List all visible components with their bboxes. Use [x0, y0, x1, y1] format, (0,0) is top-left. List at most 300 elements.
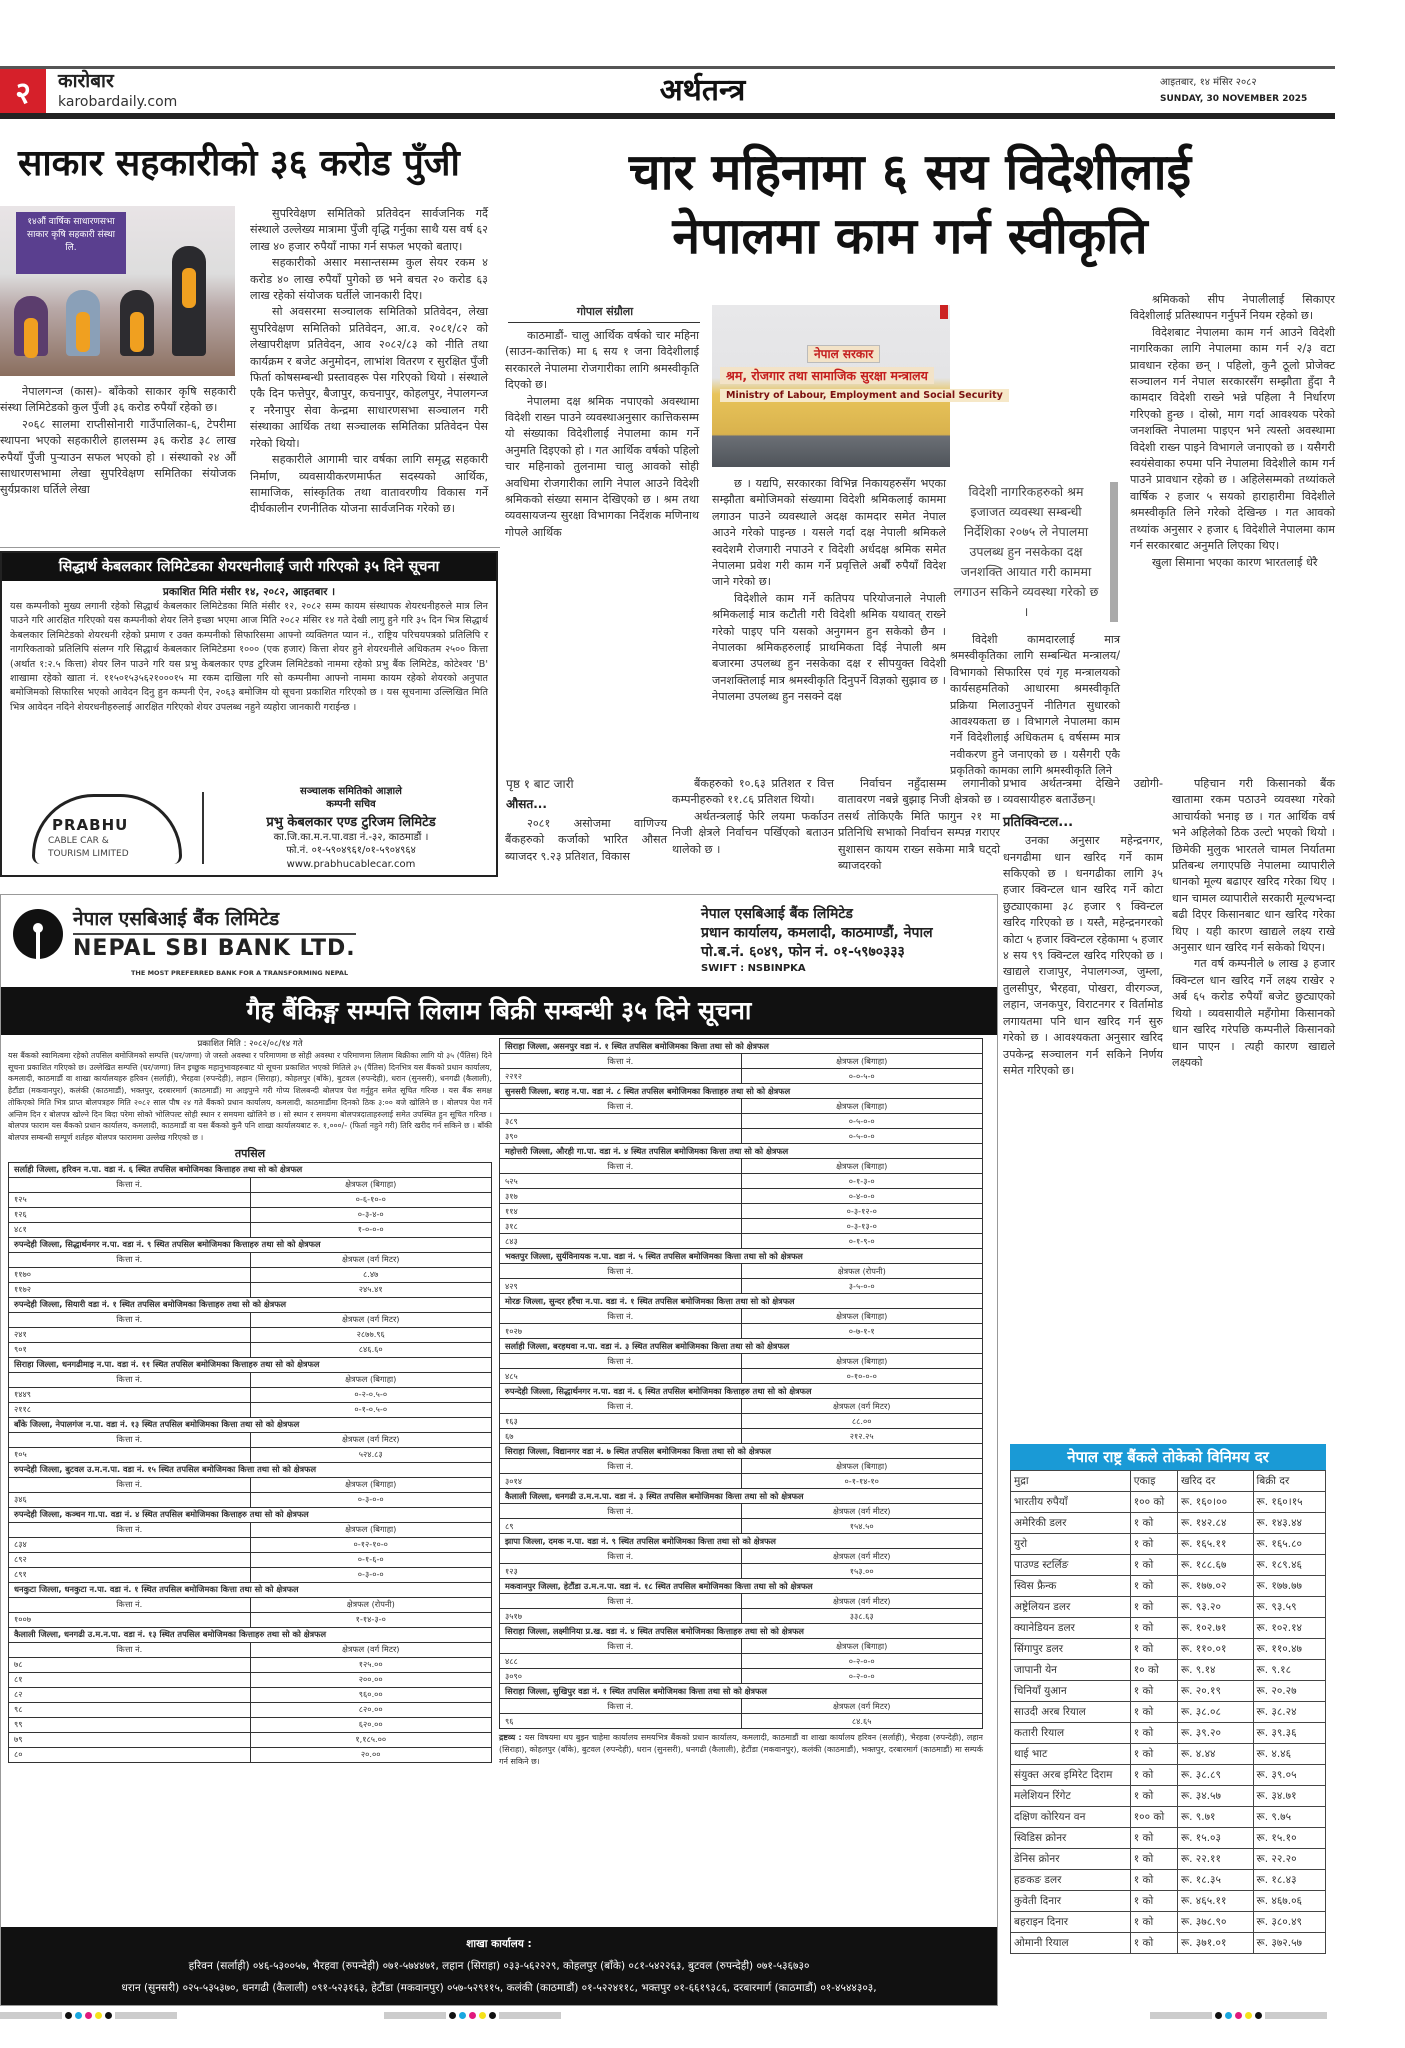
area-value: ८८.००: [741, 1414, 983, 1429]
section-title: रुपन्देही जिल्ला, कञ्चन गा.पा. वडा नं. ४ स्थित तपसिल बमोजिमका कित्ताहरु तथा सो को क्षेत्रफल: [9, 1507, 492, 1522]
table-row: [500, 1174, 983, 1189]
page-number: २: [0, 69, 46, 113]
paragraph: २०८१ असोजमा वाणिज्य बैंकहरुको कर्जाको भारित औसत ब्याजदर ९.२३ प्रतिशत, विकास: [505, 817, 667, 863]
area-header: क्षेत्रफल (वर्ग मिटर): [250, 1432, 492, 1447]
table-row: [500, 1204, 983, 1219]
area-header: क्षेत्रफल (बिगाहा): [741, 1309, 983, 1324]
buy-rate: रू. २२.११: [1177, 1849, 1253, 1870]
reg-bar: [1265, 2012, 1327, 2019]
buy-rate: रू. १६५.११: [1177, 1534, 1253, 1555]
person-figure: [172, 246, 206, 356]
area-value: २८७७.९६: [250, 1327, 492, 1342]
sell-rate: रू. ९.१८: [1253, 1660, 1325, 1681]
bank-address: [701, 905, 933, 976]
company-website[interactable]: www.prabhucablecar.com: [286, 858, 416, 870]
section-title: सिराहा जिल्ला, सुखिपुर वडा नं. १ स्थित तपसिल बमोजिमका कित्ता तथा सो को क्षेत्रफल: [500, 1684, 983, 1699]
paragraph: सहकारीको असार मसान्तसम्म कुल सेयर रकम ४ करोड ४० लाख रुपैयाँ पुगेको छ भने बचत २० करोड ६३ लाख रहेको संयोजक घर्तीले जानकारी दिए।: [250, 256, 488, 303]
kitta-number: ८९२: [9, 1552, 251, 1567]
table-header-row: [9, 1372, 492, 1387]
paragraph: सो अवसरमा सञ्चालक समितिको प्रतिवेदन, लेखा सुपरिवेक्षण समितिको प्रतिवेदन, आ.व. २०८१/८२ को लेखापरीक्षण प्रतिवेदन, आव २०८२/८३ को नीति तथा कार्यक्रम र बजेट अनुमोदन, लाभांश वितरण र सुरक्षित पुँजी फिर्ता कोषसम्बन्धी प्रस्तावहरू पेस गरिएको थियो । संस्थाले एकै दिन फत्तेपुर, बैजापुर, कचनापुर, कोहलपुर, नेपालगन्ज र नरैनापुर सेवा केन्द्रमा साधारणसभा सञ्चालन गरी संस्थाका आर्थिक तथा सञ्चालक समितिका प्रतिवेदन पेस गरेको थियो।: [250, 305, 488, 450]
kitta-number: ११४: [500, 1204, 742, 1219]
kitta-number: १२५: [9, 1192, 251, 1207]
section-title: सिराहा जिल्ला, असनपुर वडा नं. १ स्थित तपसिल बमोजिमका कित्ता तथा सो को क्षेत्रफल: [500, 1039, 983, 1054]
buy-rate: रू. १५.०३: [1177, 1828, 1253, 1849]
currency: अमेरिकी डलर: [1011, 1513, 1131, 1534]
column-header: खरिद दर: [1177, 1471, 1253, 1492]
kitta-number: ३०९०: [500, 1669, 742, 1684]
section-title-row: [500, 1489, 983, 1504]
section-title: धनकुटा जिल्ला, धनकुटा न.पा. वडा नं. १ स्थित तपसिल बमोजिमका कित्ता तथा सो को क्षेत्रफल: [9, 1582, 492, 1597]
table-row: [9, 1192, 492, 1207]
currency: हङकङ डलर: [1011, 1870, 1131, 1891]
ministry-photo: [712, 305, 1003, 467]
kitta-header: कित्ता नं.: [500, 1399, 742, 1414]
section-title: सर्लाही जिल्ला, बरहथवा न.पा. वडा नं. ३ स्थित तपसिल बमोजिमका कित्ता तथा सो को क्षेत्रफल: [500, 1339, 983, 1354]
area-value: २०.००: [250, 1747, 492, 1762]
sell-rate: रू. २०.२७: [1253, 1681, 1325, 1702]
area-value: ३-५-०-०: [741, 1279, 983, 1294]
date-nepali: आइतबार, १४ मंसिर २०८२: [1160, 77, 1257, 88]
footer-line: धरान (सुनसरी) ०२५-५३५३७०, धनगढी (कैलाली) ०९१-५२३१६३, हेटौंडा (मकवानपुर) ०५७-५२९११५, कलंकी (काठमाडौं) ०१-५२२४११८, भक्तपुर ०१-६६१९३८६, दरबारमार्ग (काठमाडौं) ०१-४५४४३०३,: [121, 1982, 877, 1994]
person-figure: [14, 296, 48, 356]
area-value: ०-१-९-०: [741, 1234, 983, 1249]
notice-date: प्रकाशित मिति : २०८२/०८/१४ गते: [197, 1039, 303, 1049]
buy-rate: रू. ३७१.०१: [1177, 1933, 1253, 1954]
kitta-number: ४८१: [9, 1222, 251, 1237]
section-title-row: [500, 1534, 983, 1549]
exchange-rate-box: [1010, 1444, 1326, 1954]
section-title-row: [500, 1624, 983, 1639]
sell-rate: रू. २२.२०: [1253, 1849, 1325, 1870]
section-title-row: [500, 1684, 983, 1699]
kitta-header: कित्ता नं.: [500, 1504, 742, 1519]
sbi-ad-header: [1, 895, 997, 1035]
buy-rate: रू. १७७.०२: [1177, 1576, 1253, 1597]
table-row: [1011, 1534, 1326, 1555]
column-intro: प्रभाव अर्थतन्त्रमा देखिने उद्योगी-व्यवसायीहरु बताउँछन्।: [1003, 777, 1163, 807]
currency: बहराइन दिनार: [1011, 1912, 1131, 1933]
column-body: [1003, 833, 1163, 1079]
site-url: karobardaily.com: [58, 94, 178, 110]
buy-rate: रू. ४६५.११: [1177, 1891, 1253, 1912]
kitta-number: १४४९: [9, 1387, 251, 1402]
kitta-header: कित्ता नं.: [500, 1699, 742, 1714]
table-row: [500, 1609, 983, 1624]
kitta-number: १२६: [9, 1207, 251, 1222]
area-header: क्षेत्रफल (बिगाहा): [741, 1639, 983, 1654]
sell-rate: रू. १४३.४४: [1253, 1513, 1325, 1534]
area-value: २४५.४१: [250, 1282, 492, 1297]
continued-column-4: [1003, 776, 1163, 1431]
kitta-number: ८३४: [9, 1537, 251, 1552]
reg-bar: [384, 2012, 446, 2019]
paragraph: २०६८ सालमा राप्तीसोनारी गाउँपालिका-६, टेपरीमा स्थापना भएको सहकारीले हालसम्म ३६ करोड ३८ लाख रुपैयाँ पुँजी पुऱ्याउन सफल भएको हो । संस्थाको २४ औं साधारणसभामा लेखा सुपरिवेक्षण समितिका संयोजक सुर्यप्रकाश घर्तिले लेखा: [0, 417, 236, 497]
nepal-sbi-bank-ad: [0, 894, 998, 2006]
table-row: [1011, 1681, 1326, 1702]
kitta-number: ११७२: [9, 1282, 251, 1297]
reg-dot-icon: [1245, 2012, 1252, 2019]
column-header: एकाइ: [1130, 1471, 1177, 1492]
area-value: ८४६.६०: [250, 1342, 492, 1357]
continued-title: औसत...: [506, 797, 547, 811]
kitta-number: ७९: [9, 1732, 251, 1747]
kitta-header: कित्ता नं.: [9, 1177, 251, 1192]
section-title-row: [500, 1444, 983, 1459]
table-header-row: [500, 1159, 983, 1174]
reg-dot-icon: [1235, 2012, 1242, 2019]
kitta-header: कित्ता नं.: [500, 1264, 742, 1279]
table-row: [9, 1732, 492, 1747]
sahakari-photo: [0, 206, 235, 376]
table-row: [9, 1702, 492, 1717]
footer-title: शाखा कार्यालय :: [466, 1938, 532, 1950]
section-title-row: [500, 1294, 983, 1309]
section-title: कैलाली जिल्ला, धनगढी उ.म.न.पा. वडा नं. ३ स्थित तपसिल बमोजिमका कित्ता तथा सो को क्षेत्रफल: [500, 1489, 983, 1504]
area-value: ०-१०-०-०: [741, 1369, 983, 1384]
pull-quote-row: [950, 482, 1120, 622]
unit: १०० को: [1130, 1492, 1177, 1513]
currency: भारतीय रुपैयाँ: [1011, 1492, 1131, 1513]
table-row: [1011, 1828, 1326, 1849]
table-row: [1011, 1744, 1326, 1765]
paragraph: खुला सिमाना भएका कारण भारतलाई धेरै: [1152, 555, 1318, 569]
unit: १ को: [1130, 1702, 1177, 1723]
land-table-right: [499, 1038, 983, 1729]
person-figure: [120, 290, 154, 356]
footer-line: हरिवन (सर्लाही) ०४६-५३००५७, भैरहवा (रुपन्देही) ०७१-५७४४७१, लहान (सिराहा) ०३३-५६२२२९, कोहलपुर (बाँके) ०८१-५४२२६३, बुटवल (रुपन्देही) ०७१-५३६७३०: [188, 1960, 810, 1972]
unit: १ को: [1130, 1849, 1177, 1870]
currency: अष्ट्रेलियन डलर: [1011, 1597, 1131, 1618]
table-header-row: [500, 1639, 983, 1654]
sbi-right-column: [499, 1038, 983, 1921]
continued-column-5: [1172, 776, 1335, 1431]
table-header-row: [9, 1597, 492, 1612]
section-title-row: [500, 1144, 983, 1159]
kitta-header: कित्ता नं.: [9, 1642, 251, 1657]
sell-rate: रू. ४६७.०६: [1253, 1891, 1325, 1912]
main-column-4: [1130, 292, 1335, 762]
signatory-line: सञ्चालक समितिको आज्ञाले: [300, 785, 402, 797]
paragraph: विदेशी कामदारलाई मात्र श्रमस्वीकृतिका लागि सम्बन्धित मन्त्रालय/विभागको सिफारिस एवं गृह मन्त्रालयको कार्यसहमतिको आधारमा श्रमस्वीकृति प्रक्रिया मिलाउनुपर्ने नीतिगत सुधारको आवश्यकता छ । विभागले नेपालमा काम गर्ने विदेशीलाई अधिकतम ६ वर्षसम्म मात्र नवीकरण हुने जनाएको छ । यसैगरी एकै प्रकृतिको कामका लागि श्रमस्वीकृति लिने: [950, 633, 1120, 778]
kitta-number: १०५: [9, 1447, 251, 1462]
main-headline-line-1: चार महिनामा ६ सय विदेशीलाई: [628, 143, 1192, 201]
divider: [202, 792, 204, 864]
area-header: क्षेत्रफल (वर्ग मिटर): [741, 1399, 983, 1414]
kitta-header: कित्ता नं.: [9, 1252, 251, 1267]
table-row: [500, 1234, 983, 1249]
kitta-number: ६७: [500, 1429, 742, 1444]
kitta-number: ३०१४: [500, 1474, 742, 1489]
table-header-row: [500, 1504, 983, 1519]
swift-code: SWIFT : NSBINPKA: [701, 963, 806, 974]
table-header-row: [500, 1309, 983, 1324]
header-top-rule: [0, 66, 1335, 69]
table-row: [1011, 1492, 1326, 1513]
buy-rate: रू. ३४.५७: [1177, 1786, 1253, 1807]
reg-dot-icon: [75, 2012, 82, 2019]
reg-dot-icon: [105, 2012, 112, 2019]
table-row: [500, 1654, 983, 1669]
area-value: ०-६-१०-०: [250, 1192, 492, 1207]
table-row: [500, 1114, 983, 1129]
kitta-header: कित्ता नं.: [500, 1309, 742, 1324]
unit: १०० को: [1130, 1807, 1177, 1828]
section-title: बाँके जिल्ला, नेपालगंज न.पा. वडा नं. १३ स्थित तपसिल बमोजिमका कित्ता तथा सो को क्षेत्रफल: [9, 1417, 492, 1432]
kitta-number: ८९१: [9, 1567, 251, 1582]
buy-rate: रू. ९३.२०: [1177, 1597, 1253, 1618]
note-text: यस विषयमा थप बुझ्न चाहेमा कार्यालय समयभित्र बैंकको प्रधान कार्यालय, कमलादी, काठमाडौं वा शाखा कार्यालय हरिवन (सर्लाही), भैरहवा (रुपन्देही), लहान (सिराहा), कोहलपुर (बाँके), बुटवल (रुपन्देही), धरान (सुनसरी), धनगढी (कैलाली), हेटौंडा (मकवानपुर), कलंकी (काठमाडौं), भक्तपुर, दरबारमार्ग (काठमाडौं) मा सम्पर्क गर्न सकिने छ।: [499, 1733, 983, 1766]
kitta-number: ८९: [500, 1519, 742, 1534]
share-notice-ad: [0, 551, 498, 877]
table-header-row: [9, 1522, 492, 1537]
area-header: क्षेत्रफल (बिगाहा): [250, 1177, 492, 1192]
land-table-left: [8, 1162, 492, 1763]
section-title-row: [9, 1417, 492, 1432]
section-title-row: [9, 1357, 492, 1372]
area-value: २१२.२५: [741, 1429, 983, 1444]
kitta-header: कित्ता नं.: [9, 1372, 251, 1387]
table-row: [1011, 1597, 1326, 1618]
reg-dot-icon: [95, 2012, 102, 2019]
byline: गोपाल संग्रौला: [576, 305, 634, 318]
reg-dot-icon: [85, 2012, 92, 2019]
registration-mark: [384, 2011, 561, 2019]
unit: १ को: [1130, 1723, 1177, 1744]
main-headline-line-2: नेपालमा काम गर्न स्वीकृति: [672, 207, 1148, 265]
sell-rate: रू. १७७.७७: [1253, 1576, 1325, 1597]
column-header: बिक्री दर: [1253, 1471, 1325, 1492]
area-value: ०-२-०.५-०: [250, 1387, 492, 1402]
table-header-row: [500, 1099, 983, 1114]
unit: १ को: [1130, 1933, 1177, 1954]
buy-rate: रू. ११०.०१: [1177, 1639, 1253, 1660]
area-value: ०-४-०-०: [741, 1189, 983, 1204]
area-header: क्षेत्रफल (वर्ग मिटर): [741, 1699, 983, 1714]
paragraph: सुपरिवेक्षण समितिको प्रतिवेदन सार्वजनिक गर्दै संस्थाले उल्लेख्य मात्रामा पुँजी वृद्धि गर्नुका साथै यस वर्ष ६२ लाख ४० हजार रुपैयाँ नाफा गर्न सफल भएको बताए।: [250, 207, 488, 253]
sell-rate: रू. १०२.१४: [1253, 1618, 1325, 1639]
kitta-number: ५२५: [500, 1174, 742, 1189]
currency: युरो: [1011, 1534, 1131, 1555]
table-row: [9, 1207, 492, 1222]
area-value: ०-५-०-०: [741, 1114, 983, 1129]
sign-line-3: Ministry of Labour, Employment and Social Security: [720, 389, 1009, 402]
reg-dot-icon: [479, 2012, 486, 2019]
registration-mark: [0, 2011, 177, 2019]
kitta-number: ४८५: [500, 1369, 742, 1384]
area-header: क्षेत्रफल (बिगाहा): [741, 1099, 983, 1114]
continued-column-3: [838, 776, 1000, 882]
table-row: [9, 1402, 492, 1417]
sahakari-headline: साकार सहकारीको ३६ करोड पुँजी: [18, 143, 460, 184]
area-value: ०-०-५-०: [741, 1069, 983, 1084]
kitta-number: ९६: [500, 1714, 742, 1729]
sell-rate: रू. ३९.०५: [1253, 1765, 1325, 1786]
table-row: [1011, 1786, 1326, 1807]
section-title-row: [9, 1462, 492, 1477]
kitta-number: ९०१: [9, 1342, 251, 1357]
table-row: [1011, 1891, 1326, 1912]
table-row: [9, 1657, 492, 1672]
logo-text: CABLE CAR &: [48, 835, 109, 846]
area-value: ०-३-०-०: [250, 1492, 492, 1507]
date-english: SUNDAY, 30 NOVEMBER 2025: [1160, 94, 1308, 104]
reg-dot-icon: [469, 2012, 476, 2019]
currency: मलेशियन रिंगेट: [1011, 1786, 1131, 1807]
kitta-number: ८२: [9, 1687, 251, 1702]
area-header: क्षेत्रफल (वर्ग मिटर): [250, 1642, 492, 1657]
exchange-rate-title: नेपाल राष्ट्र बैंकले तोकेको विनिमय दर: [1010, 1444, 1326, 1470]
signatory-block: [214, 785, 488, 872]
company-phone: फो.नं. ०१-५९०४९६१/०१-५९०४९६४: [286, 845, 416, 856]
main-column-2: [712, 476, 946, 764]
table-header-row: [9, 1432, 492, 1447]
area-value: ०-१२-१०-०: [250, 1537, 492, 1552]
logo-text: PRABHU: [52, 815, 129, 834]
unit: १ को: [1130, 1828, 1177, 1849]
section-title-row: [9, 1627, 492, 1642]
buy-rate: रू. १४२.८४: [1177, 1513, 1253, 1534]
note-label: द्रष्टव्य :: [499, 1733, 522, 1742]
sell-rate: रू. ९.७५: [1253, 1807, 1325, 1828]
buy-rate: रू. ३८.८९: [1177, 1765, 1253, 1786]
area-value: ०-७-१-१: [741, 1324, 983, 1339]
kitta-header: कित्ता नं.: [500, 1459, 742, 1474]
table-row: [1011, 1933, 1326, 1954]
table-row: [9, 1687, 492, 1702]
person-figure: [66, 290, 100, 356]
kitta-header: कित्ता नं.: [9, 1597, 251, 1612]
buy-rate: रू. १०२.७१: [1177, 1618, 1253, 1639]
sell-rate: रू. १६५.८०: [1253, 1534, 1325, 1555]
kitta-number: २४१: [9, 1327, 251, 1342]
paragraph: उनका अनुसार महेन्द्रनगर, धनगढीमा धान खरिद गर्ने काम सकिएको छ । धनगढीका लागि ३५ हजार क्विन्टल धान खरिद गर्ने कोटा छुट्याएकामा ३८ हजार ९ क्विन्टल खरिद गरिएको छ । यस्तै, महेन्द्रनगरको कोटा ५ हजार क्विन्टल रहेकामा ५ हजार ४ सय ९९ क्विन्टल खरिद गरिएको छ । खाद्यले राजापुर, नेपालगञ्ज, जुम्ला, तुलसीपुर, भैरहवा, पोखरा, वीरगञ्ज, लहान, जनकपुर, विराटनगर र विर्तामोड लगायतमा पनि धान खरिद गर्न सुरु गरेको छ । आवश्यकता अनुसार खरिद उपकेन्द्र सञ्चालन गर्न सकिने निर्णय समेत गरिएको छ।: [1003, 834, 1163, 1077]
sign-line-2: श्रम, रोजगार तथा सामाजिक सुरक्षा मन्त्रालय: [720, 367, 934, 384]
area-value: ८४.६५: [741, 1714, 983, 1729]
reg-dot-icon: [459, 2012, 466, 2019]
kitta-header: कित्ता नं.: [9, 1312, 251, 1327]
prabhu-cable-car-logo: [32, 788, 192, 868]
table-header-row: [500, 1549, 983, 1564]
unit: १ को: [1130, 1618, 1177, 1639]
section-title: रुपन्देही जिल्ला, बुटवल उ.म.न.पा. वडा नं. १५ स्थित तपसिल बमोजिमका कित्ता तथा सो को क्षेत्रफल: [9, 1462, 492, 1477]
section-title: अर्थतन्त्र: [659, 73, 746, 108]
currency: दक्षिण कोरियन वन: [1011, 1807, 1131, 1828]
kitta-number: ३१८: [500, 1219, 742, 1234]
kitta-header: कित्ता नं.: [500, 1549, 742, 1564]
reg-bar: [0, 2012, 62, 2019]
divider: [508, 322, 700, 323]
buy-rate: रू. ९.१४: [1177, 1660, 1253, 1681]
kitta-number: २११८: [9, 1402, 251, 1417]
table-row: [9, 1747, 492, 1762]
table-row: [1011, 1513, 1326, 1534]
unit: १० को: [1130, 1660, 1177, 1681]
sbi-logo-icon: [13, 909, 63, 959]
area-value: १५३.००: [741, 1564, 983, 1579]
section-title-row: [9, 1507, 492, 1522]
section-title: महोत्तरी जिल्ला, औरही गा.पा. वडा नं. ४ स्थित तपसिल बमोजिमका कित्ता तथा सो को क्षेत्रफल: [500, 1144, 983, 1159]
area-header: क्षेत्रफल (बिगाहा): [741, 1054, 983, 1069]
paragraph: काठमाडौं- चालु आर्थिक वर्षको चार महिना (साउन-कात्तिक) मा ६ सय १ जना विदेशीलाई सरकारले नेपालमा रोजगारीका लागि श्रमस्वीकृति दिएको छ।: [505, 329, 699, 392]
main-headline: [560, 140, 1260, 268]
kitta-header: कित्ता नं.: [9, 1477, 251, 1492]
paragraph: श्रमिकको सीप नेपालीलाई सिकाएर विदेशीलाई प्रतिस्थापन गर्नुपर्ने नियम रहेको छ।: [1130, 293, 1335, 323]
area-header: क्षेत्रफल (रोपनी): [741, 1264, 983, 1279]
table-row: [1011, 1849, 1326, 1870]
table-row: [9, 1552, 492, 1567]
currency: चिनियाँ युआन: [1011, 1681, 1131, 1702]
kitta-number: ९८: [9, 1702, 251, 1717]
area-header: क्षेत्रफल (वर्ग मीटर): [741, 1504, 983, 1519]
brand-name: कारोबार: [58, 70, 114, 92]
photo-banner: १४औं वार्षिक साधारणसभा साकार कृषि सहकारी संस्था लि.: [16, 212, 126, 274]
table-row: [500, 1714, 983, 1729]
kitta-header: कित्ता नं.: [500, 1594, 742, 1609]
sbi-left-column: [8, 1038, 492, 1921]
kitta-number: ८४३: [500, 1234, 742, 1249]
bank-name-english: NEPAL SBI BANK LTD.: [73, 933, 356, 962]
paragraph: निर्वाचन नहुँदासम्म लगानीको वातावरण नबन्ने बुझाइ निजी क्षेत्रको छ । तसर्थ तोकिएकै मिति फागुन २१ मा प्रतिनिधि सभाको निर्वाचन सम्पन्न गराएर सुशासन कायम राख्न सकेमा मात्रै घट्दो ब्याजदरको: [838, 777, 1000, 873]
address-name: नेपाल एसबिआई बैंक लिमिटेड: [701, 906, 853, 922]
table-row: [9, 1327, 492, 1342]
unit: १ को: [1130, 1912, 1177, 1933]
kitta-header: कित्ता नं.: [9, 1522, 251, 1537]
paragraph: अर्थतन्त्रलाई फेरि लयमा फर्काउन निजी क्षेत्रले निर्वाचन पर्खिएको बताउन थालेको छ ।: [672, 809, 834, 856]
area-value: ८.४७: [250, 1267, 492, 1282]
unit: १ को: [1130, 1597, 1177, 1618]
share-notice-title: सिद्धार्थ केबलकार लिमिटेडका शेयरधनीलाई जारी गरिएको ३५ दिने सूचना: [2, 553, 496, 581]
sell-rate: रू. ३८०.४९: [1253, 1912, 1325, 1933]
currency: साउदी अरब रियाल: [1011, 1702, 1131, 1723]
buy-rate: रू. ३८.०८: [1177, 1702, 1253, 1723]
sbi-ad-body: [1, 1035, 997, 1927]
sell-rate: रू. ३९.३६: [1253, 1723, 1325, 1744]
section-title: मोरङ जिल्ला, सुन्दर हरैंचा न.पा. वडा नं. १ स्थित तपसिल बमोजिमका कित्ता तथा सो को क्षेत्रफल: [500, 1294, 983, 1309]
area-value: २००.००: [250, 1672, 492, 1687]
area-value: ०-१-३-०: [741, 1174, 983, 1189]
reg-bar: [1150, 2012, 1212, 2019]
pull-quote: विदेशी नागरिकहरुको श्रम इजाजत व्यवस्था सम्बन्धी निर्देशिका २०७५ ले नेपालमा उपलब्ध हुन नसकेका दक्ष जनशक्ति आयात गरी काममा लगाउन सकिने व्यवस्था गरेको छ ।: [953, 484, 1099, 619]
paragraph: विदेशीले काम गर्ने कतिपय परियोजनाले नेपाली श्रमिकलाई मात्र कटौती गरी विदेशी श्रमिक यथावत् राख्ने गरेको पाइए पनि यसको अनुगमन हुन सकेको छैन । नेपालका श्रमिकहरुलाई प्राथमिकता दिई नेपाली श्रम बजारमा उपलब्ध हुन नसकेका दक्ष र सीपयुक्त विदेशी जनशक्तिलाई मात्र श्रमस्वीकृति दिनुपर्ने विज्ञको सुझाव छ । नेपालमा उपलब्ध हुन नसक्ने दक्ष: [712, 591, 946, 704]
table-header-row: [9, 1312, 492, 1327]
kitta-number: ३१७: [500, 1189, 742, 1204]
table-row: [500, 1474, 983, 1489]
table-row: [9, 1567, 492, 1582]
table-row: [500, 1279, 983, 1294]
table-row: [500, 1219, 983, 1234]
schedule-heading: तपसिल: [234, 1146, 266, 1160]
flag-icon: [940, 305, 948, 319]
kitta-number: १६३: [500, 1414, 742, 1429]
section-title: सर्लाही जिल्ला, हरिवन न.पा. वडा नं. ६ स्थित तपसिल बमोजिमका कित्ताहरु तथा सो को क्षेत्रफल: [9, 1162, 492, 1177]
sell-rate: रू. ३८.२४: [1253, 1702, 1325, 1723]
share-notice-body: यस कम्पनीको मुख्य लगानी रहेको सिद्धार्थ केबलकार लिमिटेडका मिति मंसीर १२, २०८२ सम्म कायम संस्थापक शेयरधनीहरुले मात्र लिन पाउने गरि आरक्षित गरिएको यस कम्पनीको शेयर लिने इच्छा भएमा आज मिति २०८२ मंसिर १४ गते देखी लागु हुने गरि ३५ दिन भित्र सिद्धार्थ केबलकार लिमिटेडको शेयरधनी रहेको प्रमाण र उक्त कम्पनीको सिफारिसमा आफ्नो व्यक्तिगत प्यान नं., राष्ट्रिय परिचयपत्रको प्रतिलिपि र नागरिकताको प्रतिलिपि संलग्न गरि सिद्धार्थ केबलकार लिमिटेडमा १००० (एक हजार) कित्ता शेयर हुने शेयरधनीले अधिकतम २५०० कित्ता (अर्थात १:२.५ कित्ता) शेयर लिन पाउने गरि यस प्रभु केबलकार एण्ड टुरिजम लिमिटेडको नाममा रहेको प्रभु बैंक लिमिटेड, कोटेश्वर 'B' शाखामा रहेको खाता नं. ११५०१५३५६२१०००१५ मा रकम दाखिला गरि सो कम्पनीमा आफ्नो नाममा कायम रहेको शेयरको अनुपात बमोजिमको सिफारिस भएको आवेदन दिनु हुन कम्पनी ऐन, २०६३ बमोजिम यो सूचना प्रकाशित गरिएको छ । यस सूचनामा उल्लिखित मिति भित्र आवेदन नदिने शेयरधनीहरुलाई आरक्षित गरिएको शेयर उपलब्ध नहुने व्यहोरा जानकारी गराईन्छ ।: [10, 601, 488, 713]
table-row: [9, 1342, 492, 1357]
exchange-rate-table: [1010, 1470, 1326, 1954]
table-header-row: [500, 1264, 983, 1279]
table-row: [500, 1564, 983, 1579]
sell-rate: रू. ४.४६: [1253, 1744, 1325, 1765]
table-row: [1011, 1870, 1326, 1891]
unit: १ को: [1130, 1681, 1177, 1702]
kitta-number: ३८९: [500, 1114, 742, 1129]
section-title-row: [500, 1339, 983, 1354]
area-header: क्षेत्रफल (बिगाहा): [741, 1354, 983, 1369]
unit: १ को: [1130, 1786, 1177, 1807]
main-column-3: [950, 632, 1120, 780]
table-header-row: [500, 1399, 983, 1414]
area-header: क्षेत्रफल (वर्ग मीटर): [741, 1549, 983, 1564]
